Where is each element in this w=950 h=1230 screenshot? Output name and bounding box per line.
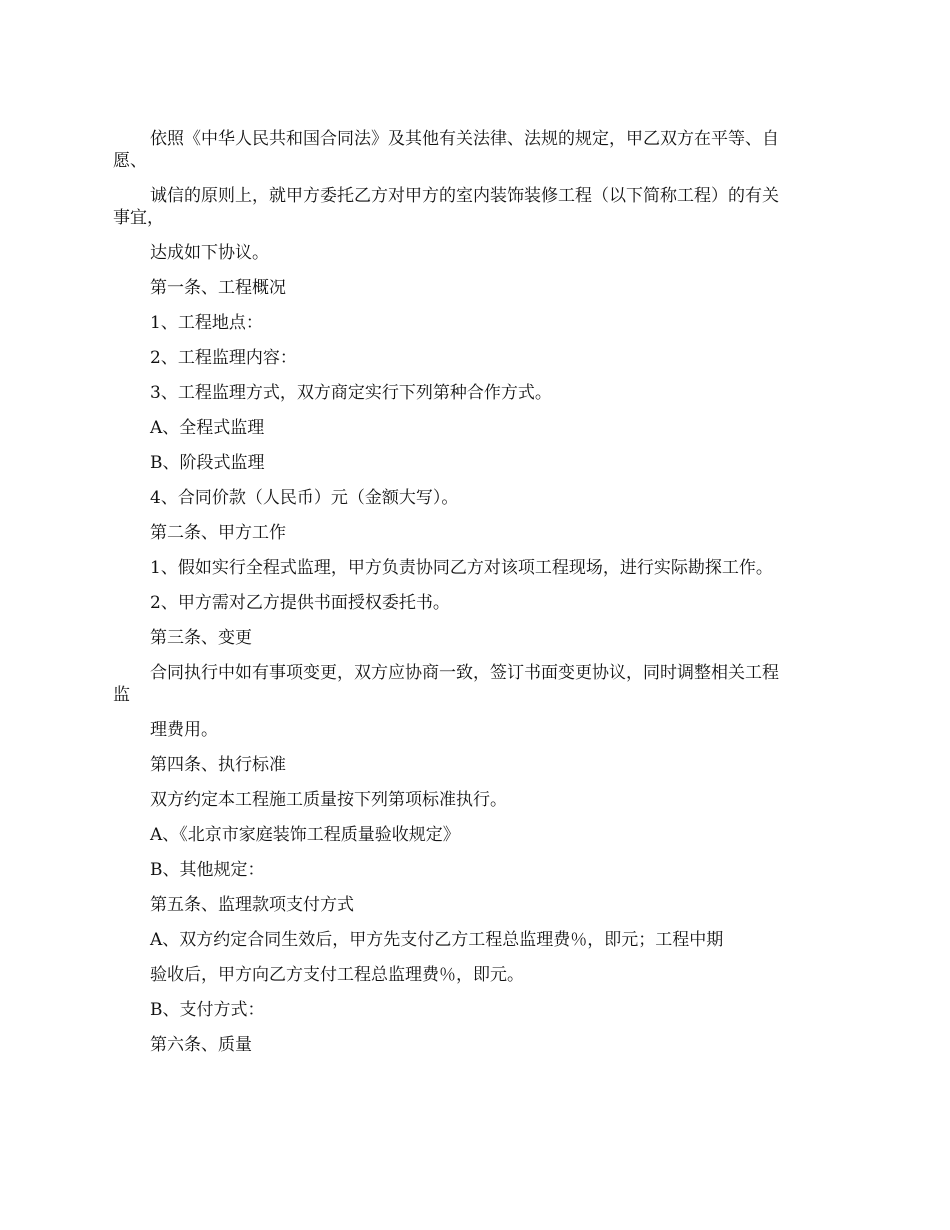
paragraph: 双方约定本工程施工质量按下列第项标准执行。 — [150, 790, 507, 810]
paragraph: 理费用。 — [150, 720, 218, 740]
document-body — [113, 122, 843, 1063]
paragraph — [113, 122, 843, 179]
paragraph: 1、假如实行全程式监理，甲方负责协同乙方对该项工程现场，进行实际勘探工作。 — [150, 558, 773, 578]
paragraph: A、双方约定合同生效后，甲方先支付乙方工程总监理费％，即元；工程中期 — [150, 930, 724, 950]
paragraph: 验收后，甲方向乙方支付工程总监理费％，即元。 — [150, 965, 524, 985]
paragraph: 达成如下协议。 — [150, 243, 269, 263]
paragraph-line: 监 — [113, 685, 130, 705]
paragraph: 2、工程监理内容： — [150, 348, 297, 368]
paragraph: A、全程式监理 — [150, 418, 265, 438]
paragraph: 第三条、变更 — [150, 628, 252, 648]
paragraph: 第六条、质量 — [150, 1035, 252, 1055]
paragraph-line: 合同执行中如有事项变更，双方应协商一致，签订书面变更协议，同时调整相关工程 — [150, 663, 779, 683]
paragraph-line: 愿、 — [113, 151, 147, 171]
paragraph — [113, 179, 843, 236]
paragraph: 1、工程地点： — [150, 313, 263, 333]
paragraph: 第二条、甲方工作 — [150, 523, 286, 543]
paragraph-line: 依照《中华人民共和国合同法》及其他有关法律、法规的规定，甲乙双方在平等、自 — [150, 129, 779, 149]
paragraph: 2、甲方需对乙方提供书面授权委托书。 — [150, 593, 450, 613]
paragraph: B、阶段式监理 — [150, 453, 265, 473]
paragraph: 3、工程监理方式，双方商定实行下列第种合作方式。 — [150, 383, 552, 403]
paragraph: 第四条、执行标准 — [150, 755, 286, 775]
paragraph: 4、合同价款（人民币）元（金额大写）。 — [150, 488, 459, 508]
paragraph — [113, 656, 843, 713]
paragraph: B、支付方式： — [150, 1000, 265, 1020]
paragraph: A、《北京市家庭装饰工程质量验收规定》 — [150, 825, 460, 845]
paragraph-line: 事宜， — [113, 208, 164, 228]
paragraph: B、其他规定： — [150, 860, 265, 880]
paragraph-line: 诚信的原则上，就甲方委托乙方对甲方的室内装饰装修工程（以下简称工程）的有关 — [150, 186, 779, 206]
paragraph: 第五条、监理款项支付方式 — [150, 895, 354, 915]
paragraph: 第一条、工程概况 — [150, 278, 286, 298]
